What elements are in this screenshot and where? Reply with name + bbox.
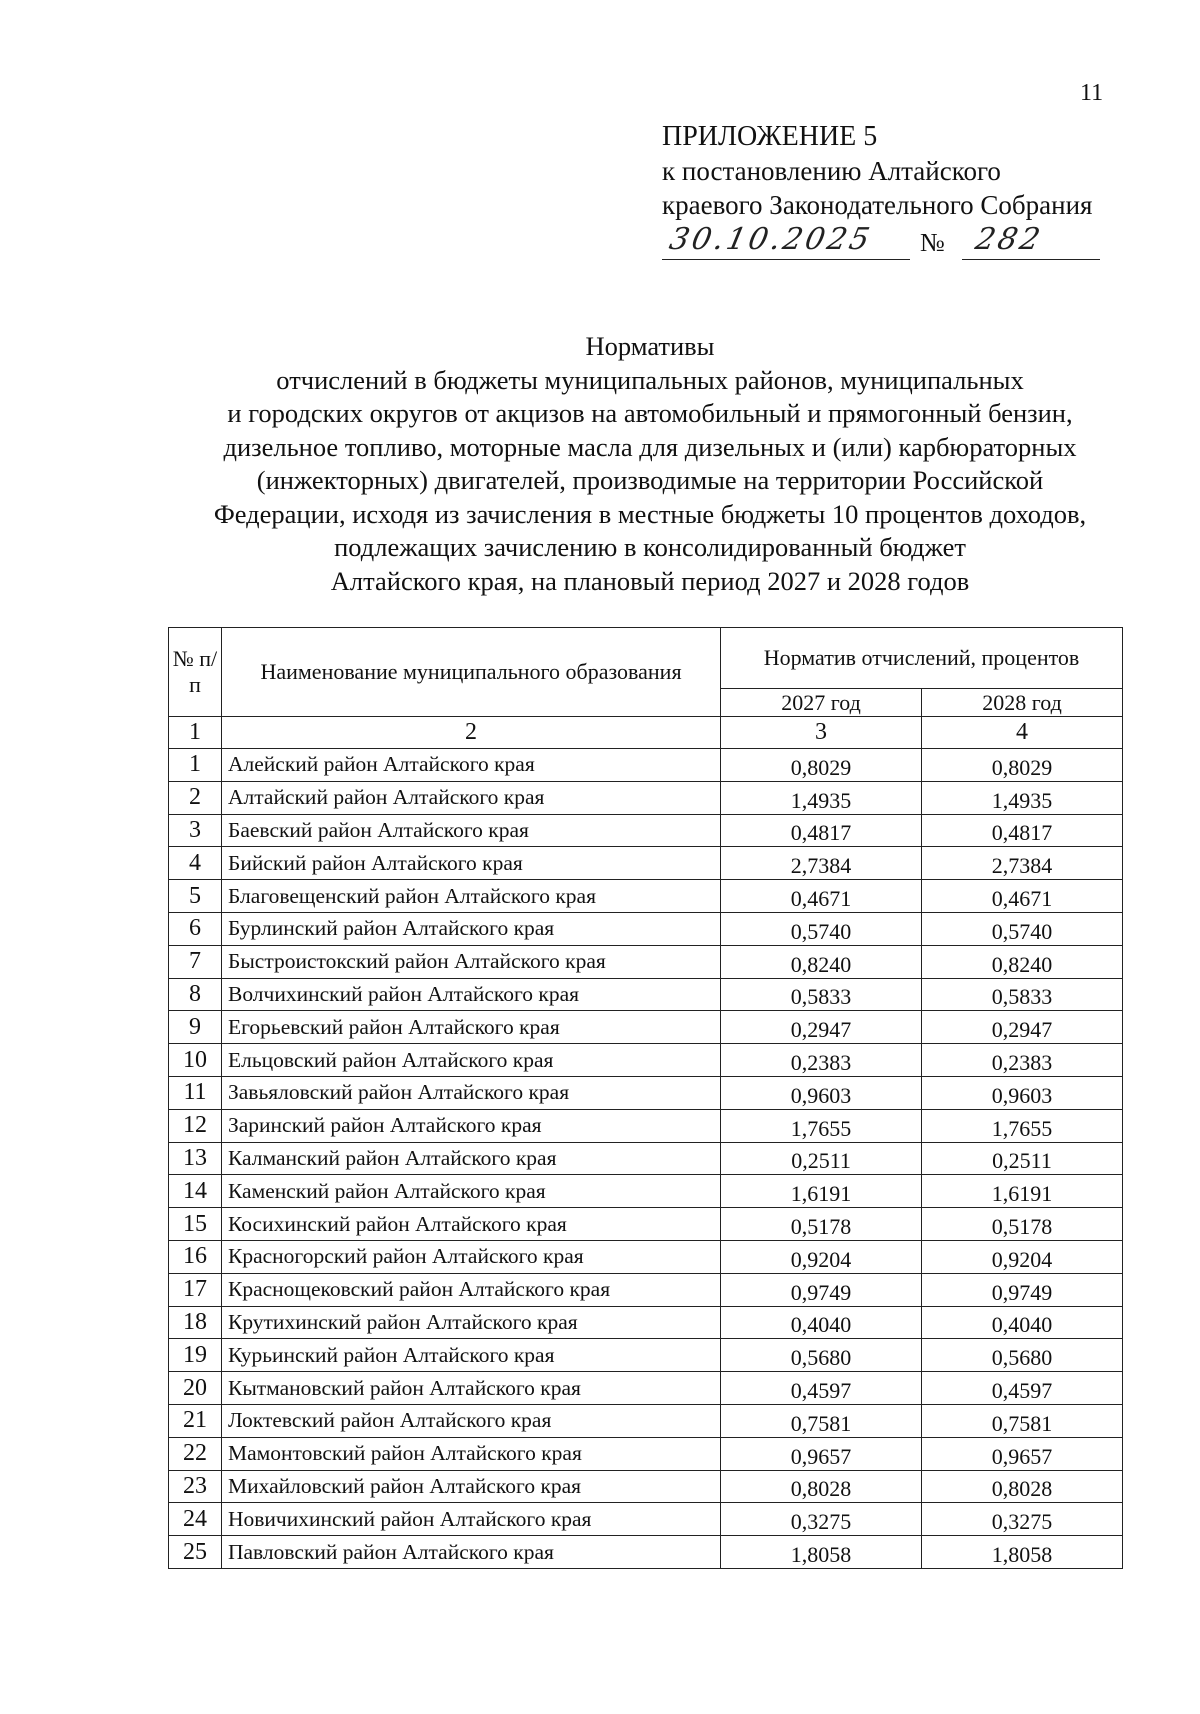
- value-2028: 0,8029: [922, 749, 1123, 782]
- value-2028: 0,5680: [922, 1339, 1123, 1372]
- document-heading: [150, 330, 1150, 598]
- row-number: 23: [169, 1470, 222, 1503]
- row-number: 14: [169, 1175, 222, 1208]
- value-2027: 0,3275: [721, 1503, 922, 1536]
- handwritten-number: 282: [972, 222, 1046, 257]
- table-row: [169, 978, 1123, 1011]
- date-field: [662, 219, 910, 260]
- municipality-name: Баевский район Алтайского края: [221, 814, 720, 847]
- value-2027: 0,9204: [721, 1240, 922, 1273]
- table-row: [169, 1109, 1123, 1142]
- table-row: [169, 1011, 1123, 1044]
- resolution-date-number: [662, 220, 1100, 260]
- value-2027: 0,4671: [721, 880, 922, 913]
- row-number: 8: [169, 978, 222, 1011]
- value-2028: 0,4671: [922, 880, 1123, 913]
- value-2028: 0,3275: [922, 1503, 1123, 1536]
- heading-line: Нормативы: [585, 331, 715, 361]
- row-number: 18: [169, 1306, 222, 1339]
- table-row: [169, 1076, 1123, 1109]
- row-number: 3: [169, 814, 222, 847]
- column-number-row: [169, 717, 1123, 749]
- table-row: [169, 1273, 1123, 1306]
- value-2028: 0,8028: [922, 1470, 1123, 1503]
- table-row: [169, 1404, 1123, 1437]
- table-row: [169, 912, 1123, 945]
- table-row: [169, 1503, 1123, 1536]
- value-2027: 0,9749: [721, 1273, 922, 1306]
- value-2028: 1,8058: [922, 1536, 1123, 1569]
- table-row: [169, 945, 1123, 978]
- row-number: 17: [169, 1273, 222, 1306]
- value-2028: 0,9749: [922, 1273, 1123, 1306]
- row-number: 15: [169, 1208, 222, 1241]
- heading-line: и городских округов от акцизов на автомобильный и прямогонный бензин,: [227, 398, 1073, 428]
- municipality-name: Крутихинский район Алтайского края: [221, 1306, 720, 1339]
- municipality-name: Косихинский район Алтайского края: [221, 1208, 720, 1241]
- value-2027: 0,7581: [721, 1404, 922, 1437]
- row-number: 7: [169, 945, 222, 978]
- row-number: 11: [169, 1076, 222, 1109]
- value-2027: 0,4597: [721, 1372, 922, 1405]
- value-2028: 0,2511: [922, 1142, 1123, 1175]
- value-2027: 0,4040: [721, 1306, 922, 1339]
- value-2027: 0,5680: [721, 1339, 922, 1372]
- value-2028: 1,7655: [922, 1109, 1123, 1142]
- table-row: [169, 1240, 1123, 1273]
- header-year-2027: 2027 год: [721, 689, 922, 717]
- municipality-name: Михайловский район Алтайского края: [221, 1470, 720, 1503]
- heading-line: Федерации, исходя из зачисления в местные бюджеты 10 процентов доходов,: [213, 498, 1087, 529]
- municipality-name: Алейский район Алтайского края: [221, 749, 720, 782]
- table-row: [169, 1437, 1123, 1470]
- municipality-name: Бийский район Алтайского края: [221, 847, 720, 880]
- header-norm: Норматив отчислений, процентов: [721, 628, 1123, 689]
- value-2027: 1,7655: [721, 1109, 922, 1142]
- table-row: [169, 1372, 1123, 1405]
- value-2028: 2,7384: [922, 847, 1123, 880]
- value-2028: 0,8240: [922, 945, 1123, 978]
- value-2027: 1,6191: [721, 1175, 922, 1208]
- column-number: 1: [169, 717, 222, 749]
- row-number: 25: [169, 1536, 222, 1569]
- value-2028: 0,5740: [922, 912, 1123, 945]
- table-row: [169, 1175, 1123, 1208]
- column-number: 4: [922, 717, 1123, 749]
- value-2028: 0,5178: [922, 1208, 1123, 1241]
- column-number: 3: [721, 717, 922, 749]
- table-row: [169, 1306, 1123, 1339]
- column-number: 2: [221, 717, 720, 749]
- municipality-name: Егорьевский район Алтайского края: [221, 1011, 720, 1044]
- table-row: [169, 749, 1123, 782]
- number-field: [962, 219, 1100, 260]
- row-number: 12: [169, 1109, 222, 1142]
- value-2027: 0,8240: [721, 945, 922, 978]
- municipality-name: Краснощековский район Алтайского края: [221, 1273, 720, 1306]
- value-2027: 1,4935: [721, 781, 922, 814]
- table-row: [169, 781, 1123, 814]
- municipality-name: Мамонтовский район Алтайского края: [221, 1437, 720, 1470]
- appendix-title: ПРИЛОЖЕНИЕ 5: [662, 121, 878, 152]
- row-number: 24: [169, 1503, 222, 1536]
- appendix-line-1: к постановлению Алтайского: [662, 156, 1001, 186]
- row-number: 5: [169, 880, 222, 913]
- heading-line: (инжекторных) двигателей, производимые на территории Российской: [256, 465, 1044, 495]
- value-2027: 1,8058: [721, 1536, 922, 1569]
- municipality-name: Кытмановский район Алтайского края: [221, 1372, 720, 1405]
- municipality-name: Благовещенский район Алтайского края: [221, 880, 720, 913]
- value-2027: 2,7384: [721, 847, 922, 880]
- heading-line: дизельное топливо, моторные масла для дизельных и (или) карбюраторных: [223, 431, 1077, 462]
- municipality-name: Красногорский район Алтайского края: [221, 1240, 720, 1273]
- municipality-name: Быстроистокский район Алтайского края: [221, 945, 720, 978]
- value-2028: 0,4817: [922, 814, 1123, 847]
- appendix-line-2: краевого Законодательного Собрания: [662, 190, 1093, 220]
- value-2028: 0,5833: [922, 978, 1123, 1011]
- municipality-name: Завьяловский район Алтайского края: [221, 1076, 720, 1109]
- table-row: [169, 1470, 1123, 1503]
- heading-line: отчислений в бюджеты муниципальных районов, муниципальных: [276, 364, 1024, 395]
- municipality-name: Ельцовский район Алтайского края: [221, 1044, 720, 1077]
- handwritten-date: 30.10.2025: [666, 222, 876, 257]
- value-2028: 0,4040: [922, 1306, 1123, 1339]
- row-number: 6: [169, 912, 222, 945]
- value-2027: 0,4817: [721, 814, 922, 847]
- value-2028: 0,2383: [922, 1044, 1123, 1077]
- value-2027: 0,5740: [721, 912, 922, 945]
- value-2028: 0,4597: [922, 1372, 1123, 1405]
- value-2027: 0,8028: [721, 1470, 922, 1503]
- header-name: Наименование муниципального образования: [221, 628, 720, 717]
- municipality-name: Волчихинский район Алтайского края: [221, 978, 720, 1011]
- value-2027: 0,9657: [721, 1437, 922, 1470]
- row-number: 9: [169, 1011, 222, 1044]
- row-number: 20: [169, 1372, 222, 1405]
- row-number: 4: [169, 847, 222, 880]
- value-2028: 1,4935: [922, 781, 1123, 814]
- value-2027: 0,2947: [721, 1011, 922, 1044]
- table-row: [169, 847, 1123, 880]
- value-2028: 0,2947: [922, 1011, 1123, 1044]
- header-num: № п/п: [169, 628, 222, 717]
- municipality-name: Бурлинский район Алтайского края: [221, 912, 720, 945]
- value-2028: 0,9657: [922, 1437, 1123, 1470]
- row-number: 13: [169, 1142, 222, 1175]
- table-row: [169, 1044, 1123, 1077]
- municipality-name: Каменский район Алтайского края: [221, 1175, 720, 1208]
- value-2028: 1,6191: [922, 1175, 1123, 1208]
- municipality-name: Локтевский район Алтайского края: [221, 1404, 720, 1437]
- row-number: 2: [169, 781, 222, 814]
- table-row: [169, 880, 1123, 913]
- municipality-name: Калманский район Алтайского края: [221, 1142, 720, 1175]
- header-year-2028: 2028 год: [922, 689, 1123, 717]
- row-number: 22: [169, 1437, 222, 1470]
- heading-line: Алтайского края, на плановый период 2027 и 2028 годов: [330, 565, 970, 596]
- table-row: [169, 1142, 1123, 1175]
- table-row: [169, 1339, 1123, 1372]
- row-number: 1: [169, 749, 222, 782]
- number-sign: №: [920, 228, 945, 257]
- table-row: [169, 814, 1123, 847]
- municipality-name: Алтайский район Алтайского края: [221, 781, 720, 814]
- value-2027: 0,2383: [721, 1044, 922, 1077]
- page-number: 11: [1080, 80, 1104, 106]
- value-2027: 0,5833: [721, 978, 922, 1011]
- municipality-name: Заринский район Алтайского края: [221, 1109, 720, 1142]
- municipality-name: Новичихинский район Алтайского края: [221, 1503, 720, 1536]
- value-2028: 0,7581: [922, 1404, 1123, 1437]
- value-2027: 0,9603: [721, 1076, 922, 1109]
- table-row: [169, 1536, 1123, 1569]
- table-row: [169, 1208, 1123, 1241]
- row-number: 10: [169, 1044, 222, 1077]
- value-2027: 0,5178: [721, 1208, 922, 1241]
- value-2027: 0,2511: [721, 1142, 922, 1175]
- row-number: 21: [169, 1404, 222, 1437]
- municipality-name: Курьинский район Алтайского края: [221, 1339, 720, 1372]
- heading-line: подлежащих зачислению в консолидированный бюджет: [334, 532, 966, 562]
- value-2028: 0,9204: [922, 1240, 1123, 1273]
- norms-table: [168, 627, 1123, 1569]
- value-2027: 0,8029: [721, 749, 922, 782]
- value-2028: 0,9603: [922, 1076, 1123, 1109]
- appendix-block: [662, 120, 1092, 222]
- row-number: 16: [169, 1240, 222, 1273]
- municipality-name: Павловский район Алтайского края: [221, 1536, 720, 1569]
- row-number: 19: [169, 1339, 222, 1372]
